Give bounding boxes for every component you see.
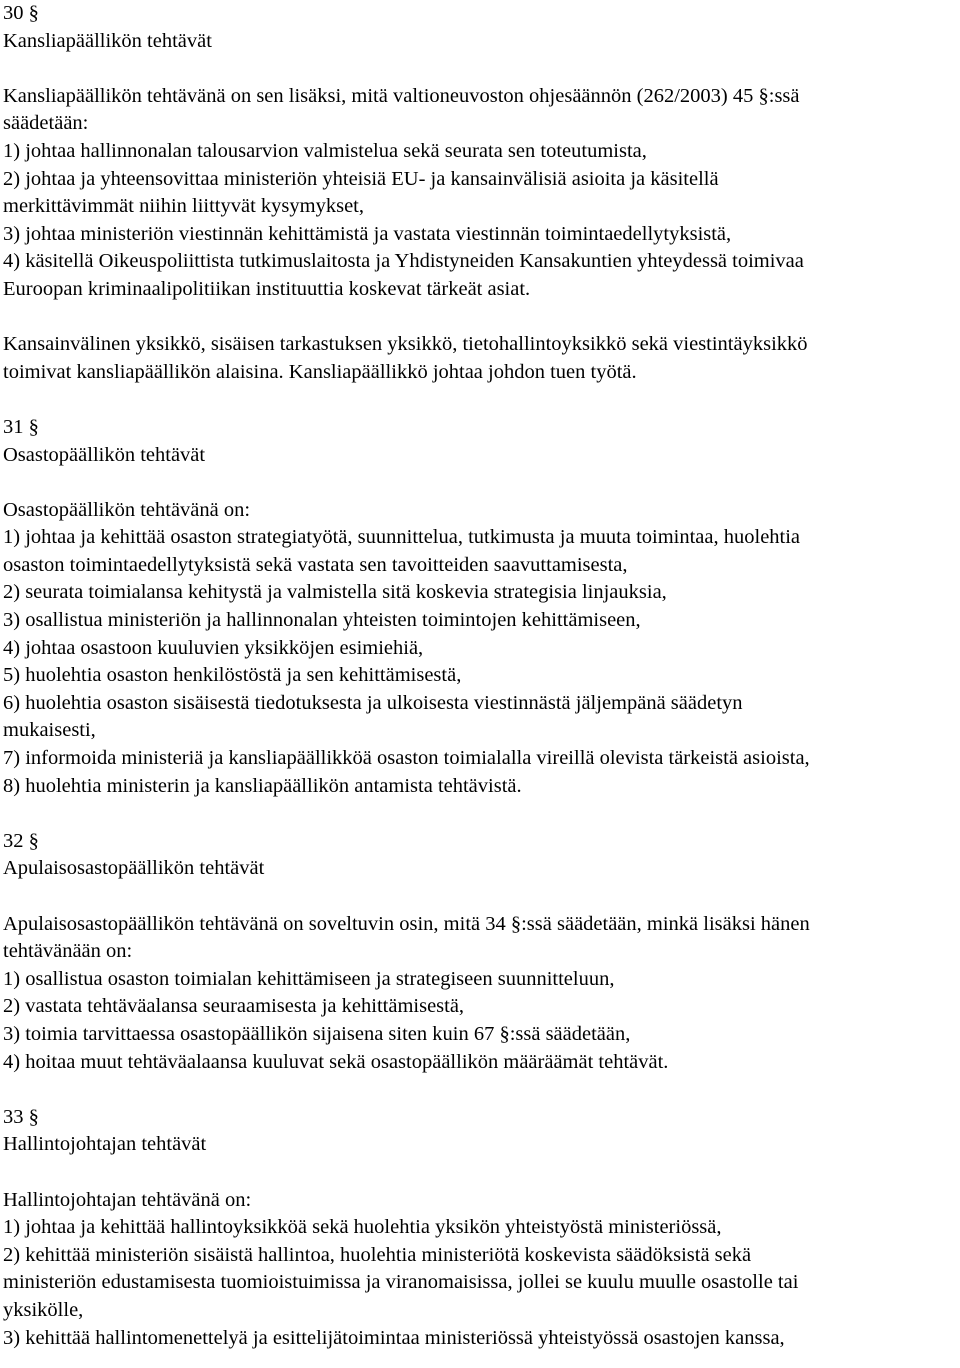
- text-line: Kansliapäällikön tehtävänä on sen lisäksi, mitä valtioneuvoston ohjesäännön (262/2003) 45 §:ssä: [3, 84, 800, 107]
- section-number: 31 §: [3, 415, 39, 438]
- text-line: 2) johtaa ja yhteensovittaa ministeriön yhteisiä EU- ja kansainvälisiä asioita ja käsitellä: [3, 167, 719, 190]
- text-line: säädetään:: [3, 112, 89, 135]
- section-31: [3, 414, 960, 828]
- text-line: 2) kehittää ministeriön sisäistä hallintoa, huolehtia ministeriötä koskevista säädöksistä sekä: [3, 1243, 752, 1266]
- text-line: 3) osallistua ministeriön ja hallinnonalan yhteisten toimintojen kehittämiseen,: [3, 609, 641, 632]
- text-line: toimivat kansliapäällikön alaisina. Kansliapäällikkö johtaa johdon tuen työtä.: [3, 360, 637, 383]
- section-30: [3, 0, 960, 414]
- text-line: Apulaisosastopäällikön tehtävänä on soveltuvin osin, mitä 34 §:ssä säädetään, minkä lisäksi hänen: [3, 912, 810, 935]
- text-line: 4) johtaa osastoon kuuluvien yksikköjen esimiehiä,: [3, 636, 424, 659]
- text-line: 1) johtaa hallinnonalan talousarvion valmistelua sekä seurata sen toteutumista,: [3, 139, 647, 162]
- text-line: 3) kehittää hallintomenettelyä ja esittelijätoimintaa ministeriössä yhteistyössä osastojen kanssa,: [3, 1326, 785, 1349]
- text-line: 4) käsitellä Oikeuspoliittista tutkimuslaitosta ja Yhdistyneiden Kansakuntien yhteydessä toimivaa: [3, 250, 804, 273]
- text-line: 3) johtaa ministeriön viestinnän kehittämistä ja vastata viestinnän toimintaedellytyksistä,: [3, 222, 732, 245]
- text-line: 5) huolehtia osaston henkilöstöstä ja sen kehittämisestä,: [3, 664, 462, 687]
- text-line: 2) seurata toimialansa kehitystä ja valmistella sitä koskevia strategisia linjauksia,: [3, 581, 667, 604]
- text-line: 1) johtaa ja kehittää osaston strategiatyötä, suunnittelua, tutkimusta ja muuta toimintaa, huolehtia: [3, 526, 801, 549]
- text-line: osaston toimintaedellytyksistä sekä vastata sen tavoitteiden saavuttamisesta,: [3, 553, 628, 576]
- text-line: mukaisesti,: [3, 719, 96, 742]
- text-line: merkittävimmät niihin liittyvät kysymykset,: [3, 195, 364, 218]
- text-line: 1) johtaa ja kehittää hallintoyksikköä sekä huolehtia yksikön yhteistyöstä ministeriössä,: [3, 1216, 722, 1239]
- text-line: Euroopan kriminaalipolitiikan instituuttia koskevat tärkeät asiat.: [3, 277, 531, 300]
- text-line: 6) huolehtia osaston sisäisestä tiedotuksesta ja ulkoisesta viestinnästä jäljempänä säädetyn: [3, 691, 743, 714]
- text-line: 2) vastata tehtäväalansa seuraamisesta ja kehittämisestä,: [3, 995, 465, 1018]
- section-number: 32 §: [3, 829, 39, 852]
- section-heading: Osastopäällikön tehtävät: [3, 443, 206, 466]
- text-line: Hallintojohtajan tehtävänä on:: [3, 1188, 252, 1211]
- text-line: tehtävänään on:: [3, 940, 133, 963]
- section-33: [3, 1104, 960, 1352]
- section-number: 30 §: [3, 2, 39, 24]
- section-heading: Kansliapäällikön tehtävät: [3, 29, 212, 52]
- section-heading: Apulaisosastopäällikön tehtävät: [3, 857, 265, 880]
- section-32: [3, 828, 960, 1104]
- text-line: 1) osallistua osaston toimialan kehittämiseen ja strategiseen suunnitteluun,: [3, 967, 615, 990]
- text-line: 8) huolehtia ministerin ja kansliapäällikön antamista tehtävistä.: [3, 774, 522, 797]
- text-line: yksikölle,: [3, 1298, 84, 1321]
- text-line: ministeriön edustamisesta tuomioistuimissa ja viranomaisissa, jollei se kuulu muulle osastolle tai: [3, 1271, 799, 1294]
- text-line: 3) toimia tarvittaessa osastopäällikön sijaisena siten kuin 67 §:ssä säädetään,: [3, 1022, 631, 1045]
- text-line: Kansainvälinen yksikkö, sisäisen tarkastuksen yksikkö, tietohallintoyksikkö sekä viestintäyksikkö: [3, 333, 808, 356]
- section-heading: Hallintojohtajan tehtävät: [3, 1133, 207, 1156]
- section-number: 33 §: [3, 1105, 39, 1128]
- text-line: Osastopäällikön tehtävänä on:: [3, 498, 251, 521]
- text-line: 4) hoitaa muut tehtäväalaansa kuuluvat sekä osastopäällikön määräämät tehtävät.: [3, 1050, 669, 1073]
- text-line: 7) informoida ministeriä ja kansliapäällikköä osaston toimialalla vireillä olevista tärkeistä asioista,: [3, 747, 810, 770]
